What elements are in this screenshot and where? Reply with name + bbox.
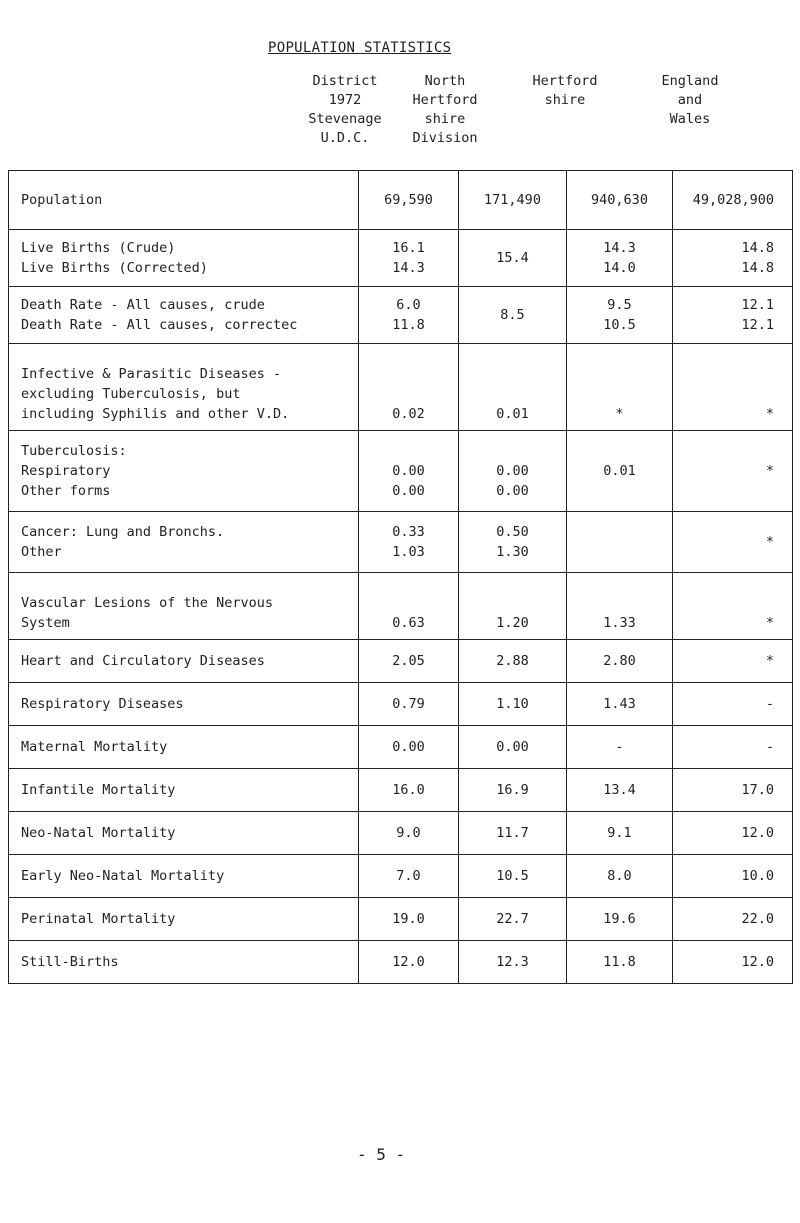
cell-value: * xyxy=(765,463,774,479)
table-row xyxy=(9,171,793,230)
cell-value: * xyxy=(765,653,774,669)
row-label xyxy=(9,171,359,230)
statistics-table xyxy=(8,170,793,984)
cell-value: 12.1 xyxy=(741,297,774,313)
national-value xyxy=(673,171,793,230)
district-value xyxy=(359,855,459,898)
table-row xyxy=(9,769,793,812)
cell-value: Death Rate - All causes, crude xyxy=(21,297,265,313)
national-value xyxy=(673,287,793,344)
cell-value: 14.3 xyxy=(392,260,425,276)
cell-value: 8.5 xyxy=(500,307,525,323)
row-label xyxy=(9,898,359,941)
district-value xyxy=(359,431,459,512)
cell-value: 0.50 xyxy=(496,524,529,540)
cell-value: 10.0 xyxy=(741,868,774,884)
cell-value: 1.10 xyxy=(496,696,529,712)
cell-value: 9.1 xyxy=(607,825,632,841)
cell-value: 16.1 xyxy=(392,240,425,256)
table-row xyxy=(9,573,793,640)
district-value xyxy=(359,573,459,640)
county-value xyxy=(567,898,673,941)
county-value xyxy=(567,812,673,855)
division-value xyxy=(459,573,567,640)
cell-value: Maternal Mortality xyxy=(21,739,168,755)
cell-value: Live Births (Crude) xyxy=(21,240,176,256)
cell-value: 171,490 xyxy=(484,192,541,208)
header-north-hertfordshire: North Hertford shire Division xyxy=(412,73,478,146)
division-value xyxy=(459,941,567,984)
county-value xyxy=(567,171,673,230)
district-value xyxy=(359,726,459,769)
cell-value: 12.0 xyxy=(741,954,774,970)
cell-value: 9.0 xyxy=(396,825,421,841)
cell-value: 13.4 xyxy=(603,782,636,798)
national-value xyxy=(673,769,793,812)
cell-value: Perinatal Mortality xyxy=(21,911,176,927)
cell-value: Tuberculosis: xyxy=(21,443,127,459)
cell-value: 1.43 xyxy=(603,696,636,712)
cell-value: 940,630 xyxy=(591,192,648,208)
district-value xyxy=(359,512,459,573)
national-value xyxy=(673,344,793,431)
table-row xyxy=(9,898,793,941)
district-value xyxy=(359,769,459,812)
cell-value: Other forms xyxy=(21,483,111,499)
cell-value: 1.33 xyxy=(603,615,636,631)
division-value xyxy=(459,855,567,898)
cell-value: 7.0 xyxy=(396,868,421,884)
division-value xyxy=(459,812,567,855)
cell-value: * xyxy=(765,615,774,631)
cell-value: Live Births (Corrected) xyxy=(21,260,208,276)
cell-value: Death Rate - All causes, correctec xyxy=(21,317,298,333)
cell-value: - xyxy=(765,696,774,712)
division-value xyxy=(459,344,567,431)
cell-value: 15.4 xyxy=(496,250,529,266)
district-value xyxy=(359,683,459,726)
cell-value: 0.00 xyxy=(392,739,425,755)
row-label xyxy=(9,573,359,640)
cell-value: 22.0 xyxy=(741,911,774,927)
national-value xyxy=(673,726,793,769)
cell-value: 0.00 xyxy=(392,483,425,499)
cell-value: 0.02 xyxy=(392,406,425,422)
header-district: District 1972 Stevenage U.D.C. xyxy=(308,73,382,146)
cell-value: 2.88 xyxy=(496,653,529,669)
row-label xyxy=(9,344,359,431)
division-value xyxy=(459,171,567,230)
cell-value: 2.80 xyxy=(603,653,636,669)
table-row xyxy=(9,512,793,573)
national-value xyxy=(673,640,793,683)
cell-value: Early Neo-Natal Mortality xyxy=(21,868,225,884)
row-label xyxy=(9,512,359,573)
cell-value: 1.30 xyxy=(496,544,529,560)
district-value xyxy=(359,230,459,287)
county-value xyxy=(567,230,673,287)
row-label xyxy=(9,726,359,769)
row-label xyxy=(9,287,359,344)
cell-value: Population xyxy=(21,192,103,208)
county-value xyxy=(567,640,673,683)
cell-value: 10.5 xyxy=(603,317,636,333)
division-value xyxy=(459,683,567,726)
cell-value: 0.00 xyxy=(496,483,529,499)
cell-value: Other xyxy=(21,544,62,560)
row-label xyxy=(9,941,359,984)
row-label xyxy=(9,431,359,512)
district-value xyxy=(359,344,459,431)
cell-value: 0.01 xyxy=(496,406,529,422)
cell-value: 12.0 xyxy=(392,954,425,970)
row-label xyxy=(9,683,359,726)
row-label xyxy=(9,640,359,683)
county-value xyxy=(567,512,673,573)
cell-value: 14.3 xyxy=(603,240,636,256)
cell-value: - xyxy=(765,739,774,755)
row-label xyxy=(9,769,359,812)
cell-value: 11.8 xyxy=(603,954,636,970)
cell-value: Cancer: Lung and Bronchs. xyxy=(21,524,225,540)
cell-value: 14.0 xyxy=(603,260,636,276)
cell-value: 0.79 xyxy=(392,696,425,712)
cell-value: including Syphilis and other V.D. xyxy=(21,406,290,422)
county-value xyxy=(567,855,673,898)
division-value xyxy=(459,726,567,769)
county-value xyxy=(567,941,673,984)
cell-value: 11.7 xyxy=(496,825,529,841)
cell-value: 19.0 xyxy=(392,911,425,927)
cell-value: 12.3 xyxy=(496,954,529,970)
cell-value: excluding Tuberculosis, but xyxy=(21,386,241,402)
cell-value: 8.0 xyxy=(607,868,632,884)
cell-value: 14.8 xyxy=(741,240,774,256)
cell-value: Neo-Natal Mortality xyxy=(21,825,176,841)
cell-value: 22.7 xyxy=(496,911,529,927)
cell-value: 12.0 xyxy=(741,825,774,841)
division-value xyxy=(459,230,567,287)
national-value xyxy=(673,431,793,512)
cell-value: * xyxy=(765,534,774,550)
district-value xyxy=(359,171,459,230)
cell-value: * xyxy=(765,406,774,422)
table-row xyxy=(9,431,793,512)
row-label xyxy=(9,812,359,855)
county-value xyxy=(567,573,673,640)
cell-value: Infantile Mortality xyxy=(21,782,176,798)
cell-value: 16.0 xyxy=(392,782,425,798)
cell-value: Respiratory Diseases xyxy=(21,696,184,712)
national-value xyxy=(673,683,793,726)
cell-value: 10.5 xyxy=(496,868,529,884)
cell-value: Vascular Lesions of the Nervous xyxy=(21,595,273,611)
cell-value: Respiratory xyxy=(21,463,111,479)
county-value xyxy=(567,431,673,512)
district-value xyxy=(359,898,459,941)
table-row xyxy=(9,812,793,855)
header-england-wales: England and Wales xyxy=(661,73,719,127)
national-value xyxy=(673,898,793,941)
cell-value: Heart and Circulatory Diseases xyxy=(21,653,265,669)
national-value xyxy=(673,230,793,287)
cell-value: 17.0 xyxy=(741,782,774,798)
page-number: - 5 - xyxy=(357,1145,406,1164)
cell-value: 69,590 xyxy=(384,192,433,208)
division-value xyxy=(459,769,567,812)
cell-value: 1.20 xyxy=(496,615,529,631)
table-row xyxy=(9,855,793,898)
county-value xyxy=(567,726,673,769)
row-label xyxy=(9,230,359,287)
division-value xyxy=(459,898,567,941)
district-value xyxy=(359,812,459,855)
cell-value: 49,028,900 xyxy=(692,192,774,208)
county-value xyxy=(567,769,673,812)
national-value xyxy=(673,573,793,640)
table-row xyxy=(9,344,793,431)
table-row xyxy=(9,287,793,344)
cell-value: 11.8 xyxy=(392,317,425,333)
cell-value: Still-Births xyxy=(21,954,119,970)
cell-value: 19.6 xyxy=(603,911,636,927)
table-row xyxy=(9,726,793,769)
division-value xyxy=(459,287,567,344)
table-row xyxy=(9,941,793,984)
district-value xyxy=(359,640,459,683)
national-value xyxy=(673,941,793,984)
national-value xyxy=(673,812,793,855)
cell-value: 16.9 xyxy=(496,782,529,798)
table-row xyxy=(9,230,793,287)
district-value xyxy=(359,287,459,344)
cell-value: 0.00 xyxy=(496,739,529,755)
cell-value: 0.33 xyxy=(392,524,425,540)
table-row xyxy=(9,683,793,726)
cell-value: System xyxy=(21,615,70,631)
cell-value: 14.8 xyxy=(741,260,774,276)
division-value xyxy=(459,640,567,683)
county-value xyxy=(567,344,673,431)
district-value xyxy=(359,941,459,984)
cell-value: Infective & Parasitic Diseases - xyxy=(21,366,282,382)
county-value xyxy=(567,287,673,344)
statistics-table-body xyxy=(9,171,793,984)
header-hertfordshire: Hertford shire xyxy=(532,73,598,108)
national-value xyxy=(673,855,793,898)
county-value xyxy=(567,683,673,726)
page-title: POPULATION STATISTICS xyxy=(268,40,452,56)
division-value xyxy=(459,512,567,573)
cell-value: 6.0 xyxy=(396,297,421,313)
cell-value: 2.05 xyxy=(392,653,425,669)
cell-value: 9.5 xyxy=(607,297,632,313)
cell-value: 0.63 xyxy=(392,615,425,631)
cell-value: 0.00 xyxy=(496,463,529,479)
cell-value: * xyxy=(615,406,624,422)
row-label xyxy=(9,855,359,898)
cell-value: 1.03 xyxy=(392,544,425,560)
national-value xyxy=(673,512,793,573)
cell-value: 12.1 xyxy=(741,317,774,333)
cell-value: 0.00 xyxy=(392,463,425,479)
cell-value: - xyxy=(615,739,624,755)
table-row xyxy=(9,640,793,683)
cell-value: 0.01 xyxy=(603,463,636,479)
division-value xyxy=(459,431,567,512)
